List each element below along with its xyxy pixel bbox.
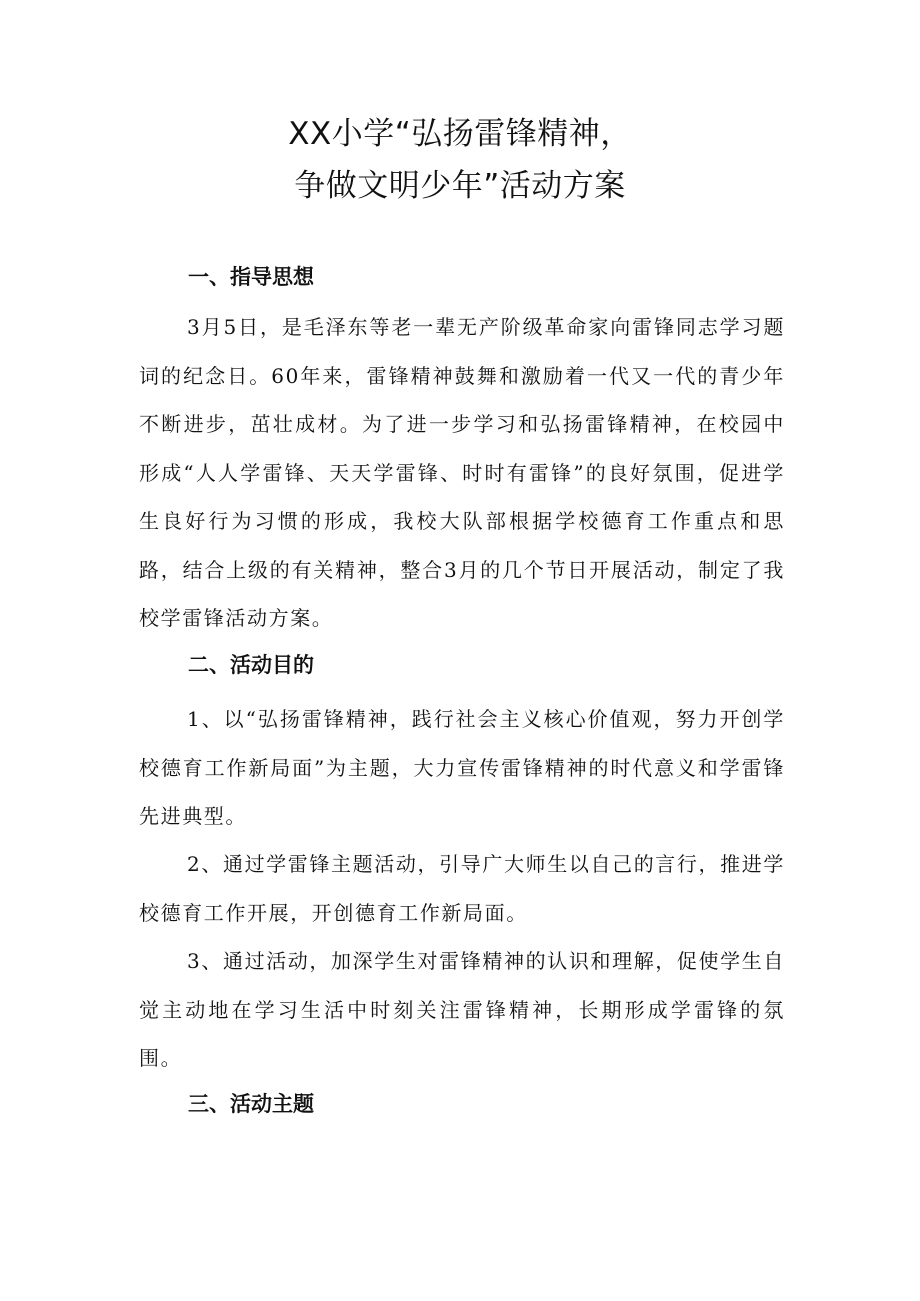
document-title-line-2: 争做文明少年”活动方案 (294, 168, 626, 204)
paragraph-purpose-2: 2、通过学雷锋主题活动，引导广大师生以自己的言行，推进学校德育工作开展，开创德育工作新局面。 (139, 852, 785, 925)
paragraph-purpose-3: 3、通过活动，加深学生对雷锋精神的认识和理解，促使学生自觉主动地在学习生活中时刻关注雷锋精神，长期形成学雷锋的氛围。 (139, 949, 785, 1070)
document-title-line-1: XX小学“弘扬雷锋精神， (288, 116, 632, 152)
paragraph-guiding-ideology: 3月5日，是毛泽东等老一辈无产阶级革命家向雷锋同志学习题词的纪念日。60年来，雷锋精神鼓舞和激励着一代又一代的青少年不断进步，茁壮成材。为了进一步学习和弘扬雷锋精神，在校园中形成“人人学雷锋、天天学雷锋、时时有雷锋”的良好氛围，促进学生良好行为习惯的形成，我校大队部根据学校德育工作重点和思路，结合上级的有关精神，整合3月的几个节日开展活动，制定了我校学雷锋活动方案。 (139, 315, 785, 630)
section-heading-activity-purpose: 二、活动目的 (188, 653, 314, 677)
section-heading-activity-theme: 三、活动主题 (188, 1092, 314, 1116)
section-heading-guiding-ideology: 一、指导思想 (188, 265, 314, 289)
paragraph-purpose-1: 1、以“弘扬雷锋精神，践行社会主义核心价值观，努力开创学校德育工作新局面”为主题，大力宣传雷锋精神的时代意义和学雷锋先进典型。 (139, 707, 785, 828)
